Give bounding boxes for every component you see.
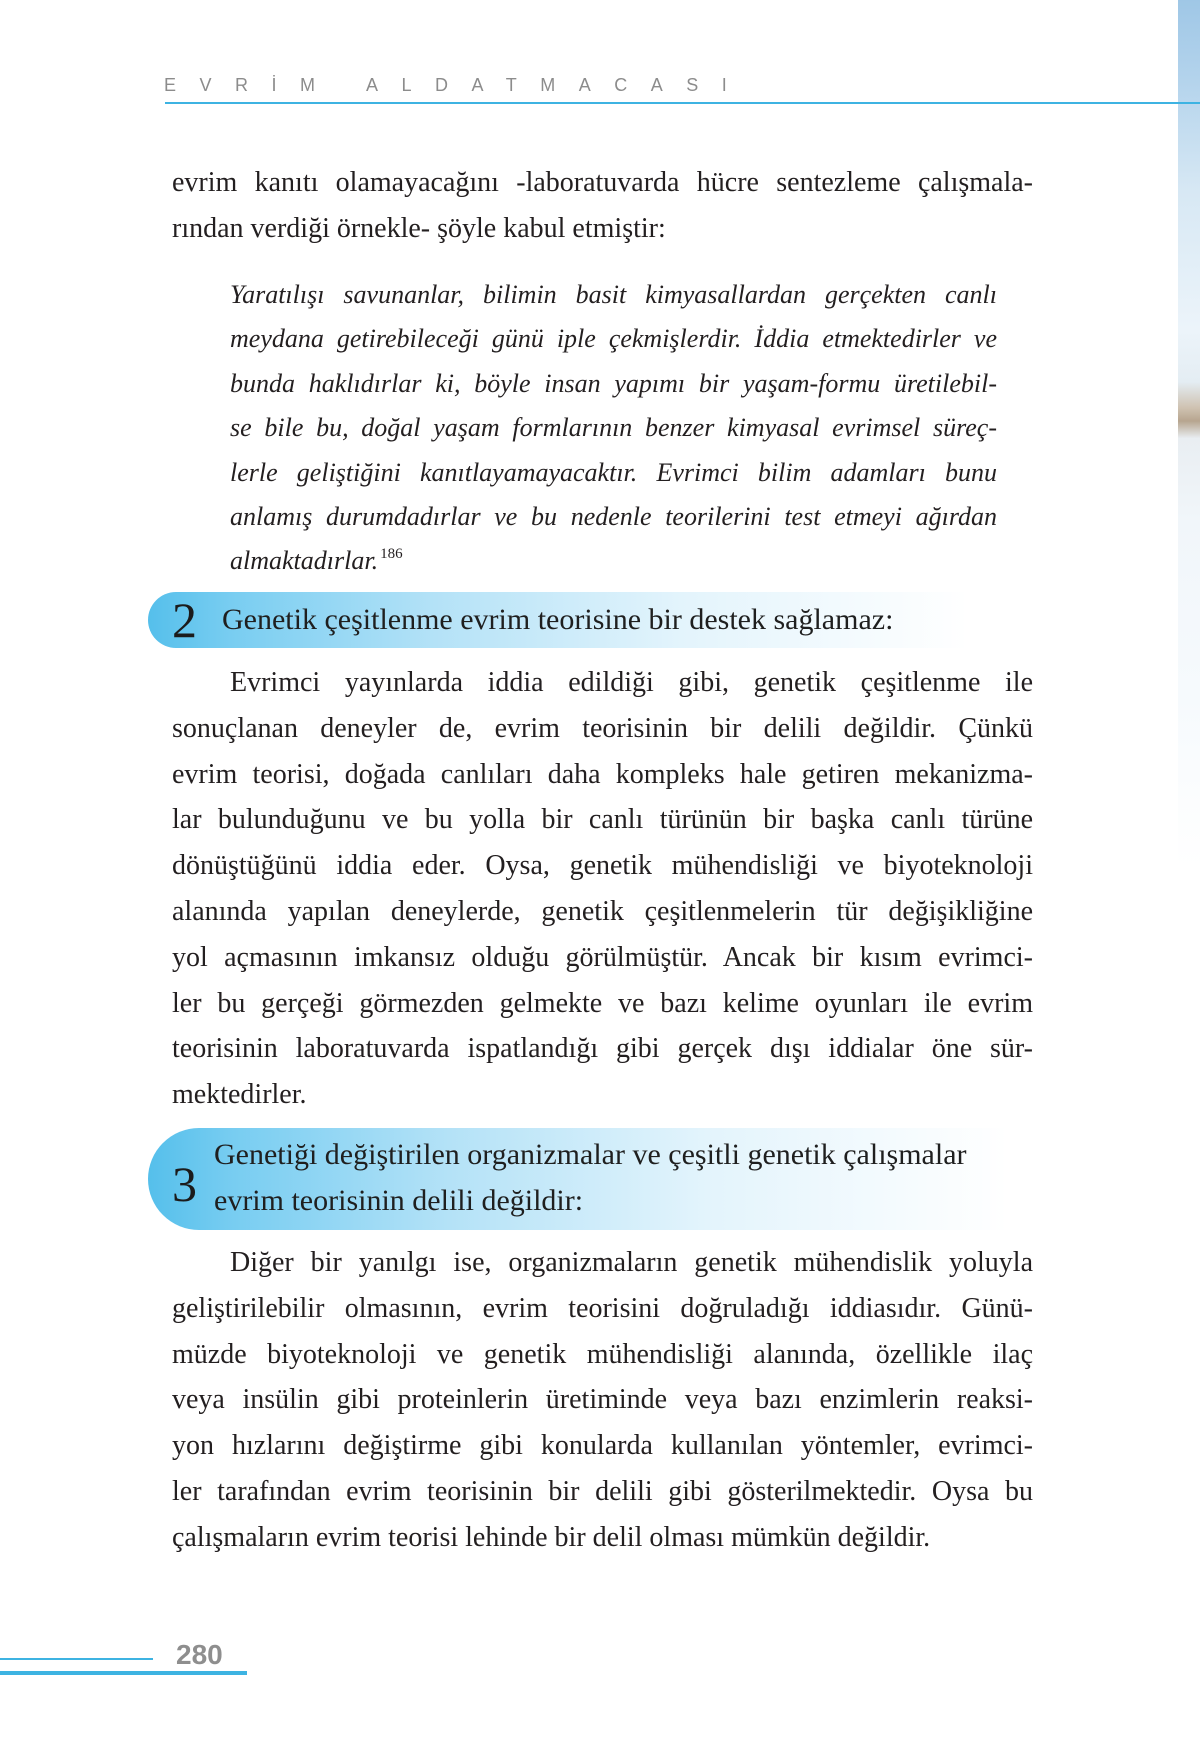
quote-line: meydana getirebileceği günü iple çekmişlerdir. İddia etmektedirler ve xyxy=(230,324,997,354)
block-quote xyxy=(230,273,997,584)
section-title-line: Genetiği değiştirilen organizmalar ve çeşitli genetik çalışmalar xyxy=(214,1138,967,1171)
section-3-paragraph xyxy=(172,1240,1033,1561)
body-line: lar bulunduğunu ve bu yolla bir canlı türünün bir başka canlı türüne xyxy=(172,804,1033,836)
section-2-heading xyxy=(148,592,968,648)
page-edge-photo xyxy=(1178,0,1200,868)
body-line: geliştirilebilir olmasının, evrim teorisini doğruladığı iddiasıdır. Günü- xyxy=(172,1292,1033,1324)
footer-rule xyxy=(0,1658,153,1660)
body-line: ler tarafından evrim teorisinin bir delili gibi gösterilmektedir. Oysa bu xyxy=(172,1475,1033,1507)
body-line: evrim kanıtı olamayacağını -laboratuvarda hücre sentezleme çalışmala- xyxy=(172,167,1033,198)
quote-line: se bile bu, doğal yaşam formlarının benzer kimyasal evrimsel süreç- xyxy=(230,413,997,443)
body-line: dönüştüğünü iddia eder. Oysa, genetik mühendisliği ve biyoteknoloji xyxy=(172,850,1033,882)
body-line: alanında yapılan deneylerde, genetik çeşitlenmelerin tür değişikliğine xyxy=(172,895,1033,927)
quote-line: anlamış durumdadırlar ve bu nedenle teorilerini test etmeyi ağırdan xyxy=(230,501,997,531)
quote-line xyxy=(230,539,997,583)
section-number: 3 xyxy=(172,1156,197,1212)
body-line: müzde biyoteknoloji ve genetik mühendisliği alanında, özellikle ilaç xyxy=(172,1338,1033,1370)
section-2-paragraph xyxy=(172,660,1033,1118)
body-line: Evrimci yayınlarda iddia edildiği gibi, genetik çeşitlenme ile xyxy=(230,667,1033,698)
body-line: ler bu gerçeği görmezden gelmekte ve bazı kelime oyunları ile evrim xyxy=(172,987,1033,1019)
body-line: yon hızlarını değiştirme gibi konularda kullanılan yöntemler, evrimci- xyxy=(172,1430,1033,1462)
section-title-line: evrim teorisinin delili değildir: xyxy=(214,1184,584,1217)
body-line: çalışmaların evrim teorisi lehinde bir delil olması mümkün değildir. xyxy=(172,1521,931,1553)
intro-paragraph xyxy=(172,160,1033,252)
body-line: Diğer bir yanılgı ise, organizmaların genetik mühendislik yoluyla xyxy=(230,1247,1033,1278)
body-line: rından verdiği örnekle- şöyle kabul etmiştir: xyxy=(172,213,666,244)
footer-underline xyxy=(0,1671,247,1675)
header-rule xyxy=(165,102,1200,104)
footnote-reference: 186 xyxy=(380,546,403,563)
section-title xyxy=(214,1132,967,1224)
body-line: mektedirler. xyxy=(172,1079,307,1111)
body-line: veya insülin gibi proteinlerin üretiminde veya bazı enzimlerin reaksi- xyxy=(172,1384,1033,1416)
body-line: evrim teorisi, doğada canlıları daha kompleks hale getiren mekanizma- xyxy=(172,758,1033,790)
quote-line: Yaratılışı savunanlar, bilimin basit kimyasallardan gerçekten canlı xyxy=(230,280,997,309)
quote-last-text: almaktadırlar. xyxy=(230,546,379,576)
page-number: 280 xyxy=(176,1639,223,1670)
quote-line: bunda haklıdırlar ki, böyle insan yapımı bir yaşam-formu üretilebil- xyxy=(230,368,997,398)
body-line: yol açmasının imkansız olduğu görülmüştür. Ancak bir kısım evrimci- xyxy=(172,941,1033,973)
section-3-heading xyxy=(148,1128,1008,1230)
section-title: Genetik çeşitlenme evrim teorisine bir destek sağlamaz: xyxy=(222,603,894,636)
quote-line: lerle geliştiğini kanıtlayamayacaktır. Evrimci bilim adamları bunu xyxy=(230,457,997,487)
section-number: 2 xyxy=(172,592,197,648)
body-line: sonuçlanan deneyler de, evrim teorisinin bir delili değildir. Çünkü xyxy=(172,712,1033,744)
running-header-title: EVRİM ALDATMACASI xyxy=(164,75,751,95)
body-line: teorisinin laboratuvarda ispatlandığı gibi gerçek dışı iddialar öne sür- xyxy=(172,1033,1033,1065)
